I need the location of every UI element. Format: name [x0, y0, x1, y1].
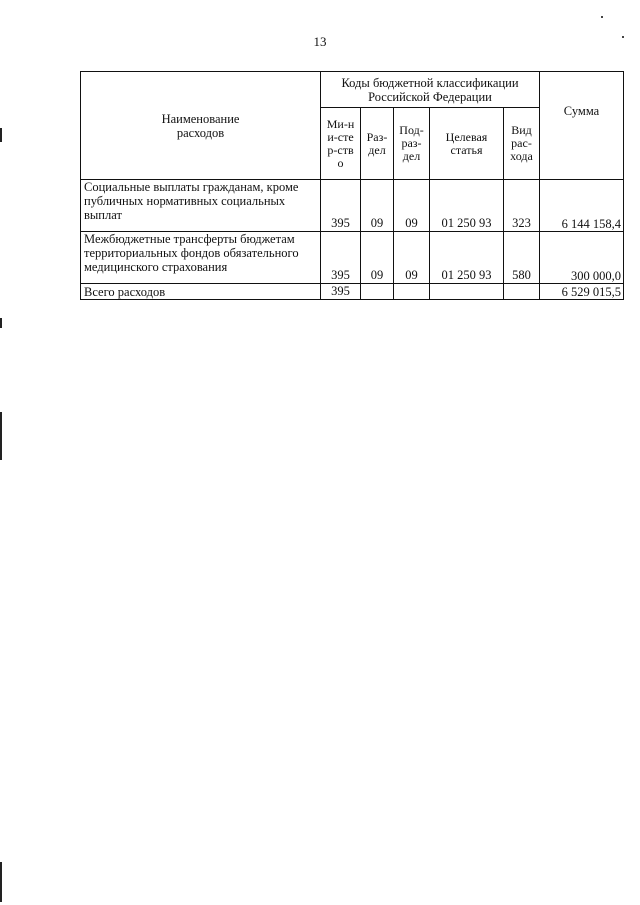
- row-name: Социальные выплаты гражданам, кроме публичных нормативных социальных выплат: [81, 180, 321, 232]
- table-row: [81, 232, 624, 284]
- header-subsection: Под-раз-дел: [394, 108, 430, 180]
- header-target-article: Целевая статья: [430, 108, 504, 180]
- total-empty-cell: [430, 284, 504, 300]
- row-expense-type: 323: [504, 180, 540, 232]
- scan-edge-mark: [0, 318, 2, 328]
- total-sum: 6 529 015,5: [540, 284, 624, 300]
- page-number: 13: [313, 34, 327, 49]
- total-empty-cell: [394, 284, 430, 300]
- total-row: [81, 284, 624, 300]
- header-name: Наименование расходов: [81, 72, 321, 180]
- scan-speck: [601, 16, 603, 18]
- row-sum: 300 000,0: [540, 232, 624, 284]
- total-label: Всего расходов: [81, 284, 321, 300]
- budget-expenses-table: [80, 71, 624, 300]
- header-codes-group: Коды бюджетной классификации Российской Федерации: [321, 72, 540, 108]
- total-empty-cell: [504, 284, 540, 300]
- row-subsection: 09: [394, 180, 430, 232]
- table-row: [81, 180, 624, 232]
- header-ministry: Ми-ни-стер-ство: [321, 108, 361, 180]
- header-expense-type: Вид рас-хода: [504, 108, 540, 180]
- scan-edge-mark: [0, 128, 2, 142]
- total-empty-cell: [361, 284, 394, 300]
- row-sum: 6 144 158,4: [540, 180, 624, 232]
- row-section: 09: [361, 232, 394, 284]
- row-section: 09: [361, 180, 394, 232]
- row-ministry: 395: [321, 232, 361, 284]
- row-target-article: 01 250 93: [430, 232, 504, 284]
- row-subsection: 09: [394, 232, 430, 284]
- header-row-top: [81, 72, 624, 108]
- header-sum: Сумма: [540, 72, 624, 180]
- header-section: Раз-дел: [361, 108, 394, 180]
- row-name: Межбюджетные трансферты бюджетам территориальных фондов обязательного медицинского страхования: [81, 232, 321, 284]
- row-target-article: 01 250 93: [430, 180, 504, 232]
- row-ministry: 395: [321, 180, 361, 232]
- scan-edge-mark: [0, 412, 2, 460]
- scan-speck: [622, 36, 624, 38]
- total-ministry: 395: [321, 284, 361, 300]
- scan-edge-mark: [0, 862, 2, 902]
- row-expense-type: 580: [504, 232, 540, 284]
